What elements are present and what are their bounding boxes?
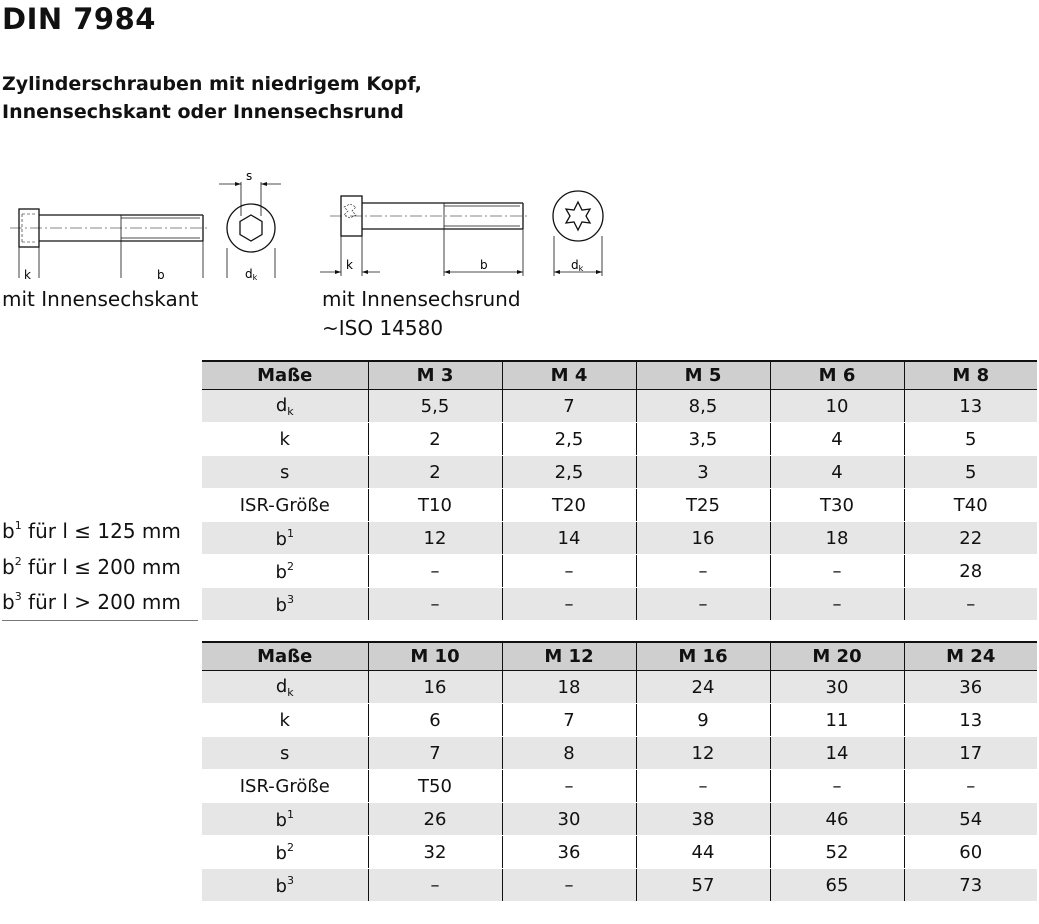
table-row <box>202 489 1037 522</box>
table-cell: 30 <box>770 671 904 704</box>
table-cell: 14 <box>502 522 636 555</box>
torx-screw-side-drawing <box>318 190 533 280</box>
row-label: $b^3$ <box>202 588 368 621</box>
table-cell: 2,5 <box>502 456 636 489</box>
table-cell: – <box>636 588 770 621</box>
column-header-label: Maße <box>202 642 368 671</box>
table-cell: 4 <box>770 423 904 456</box>
table-cell: T25 <box>636 489 770 522</box>
table-cell: 7 <box>502 704 636 737</box>
table-cell: 36 <box>904 671 1037 704</box>
table-cell: 5 <box>904 423 1037 456</box>
legend-item: $b^3$ für l > 200 mm <box>2 590 181 614</box>
caption-torx-line-2: ~ISO 14580 <box>322 316 444 340</box>
table-cell: 12 <box>368 522 502 555</box>
table-cell: – <box>502 770 636 803</box>
table-cell: 11 <box>770 704 904 737</box>
column-header-size: M 5 <box>636 361 770 390</box>
row-label: k <box>202 423 368 456</box>
table-row <box>202 704 1037 737</box>
column-header-size: M 6 <box>770 361 904 390</box>
label-b: b <box>157 268 165 280</box>
table-cell: 22 <box>904 522 1037 555</box>
table-cell: 44 <box>636 836 770 869</box>
row-label: k <box>202 704 368 737</box>
table-header-row <box>202 361 1037 390</box>
table-cell: – <box>502 555 636 588</box>
column-header-size: M 8 <box>904 361 1037 390</box>
table-row <box>202 869 1037 902</box>
table-cell: 52 <box>770 836 904 869</box>
table-cell: 8 <box>502 737 636 770</box>
label-b-torx: b <box>480 258 488 272</box>
column-header-size: M 4 <box>502 361 636 390</box>
subtitle-line-2: Innensechskant oder Innensechsrund <box>2 101 404 123</box>
table-cell: – <box>502 588 636 621</box>
table-cell: T30 <box>770 489 904 522</box>
table-cell: 28 <box>904 555 1037 588</box>
table-row <box>202 737 1037 770</box>
table-cell: 46 <box>770 803 904 836</box>
row-label: $b^2$ <box>202 836 368 869</box>
table-cell: – <box>770 555 904 588</box>
table-cell: 13 <box>904 390 1037 423</box>
table-cell: 13 <box>904 704 1037 737</box>
footnote-legend <box>2 511 198 621</box>
column-header-size: M 16 <box>636 642 770 671</box>
table-cell: 54 <box>904 803 1037 836</box>
legend-item: $b^2$ für l ≤ 200 mm <box>2 554 181 579</box>
table-row <box>202 836 1037 869</box>
table-cell: 5 <box>904 456 1037 489</box>
legend-item: $b^1$ für l ≤ 125 mm <box>2 519 181 543</box>
column-header-size: M 12 <box>502 642 636 671</box>
table-row <box>202 555 1037 588</box>
table-cell: 5,5 <box>368 390 502 423</box>
label-k: k <box>24 268 31 280</box>
column-header-label: Maße <box>202 361 368 390</box>
table-cell: 2 <box>368 456 502 489</box>
row-label: $d_k$ <box>202 671 368 704</box>
table-cell: 26 <box>368 803 502 836</box>
column-header-size: M 3 <box>368 361 502 390</box>
page-title: DIN 7984 <box>2 2 156 36</box>
column-header-size: M 24 <box>904 642 1037 671</box>
table-cell: 36 <box>502 836 636 869</box>
table-cell: 16 <box>368 671 502 704</box>
table-cell: 7 <box>502 390 636 423</box>
table-cell: 10 <box>770 390 904 423</box>
table-cell: 9 <box>636 704 770 737</box>
row-label: $b^2$ <box>202 555 368 588</box>
row-label: $b^1$ <box>202 803 368 836</box>
table-cell: 2 <box>368 423 502 456</box>
table-row <box>202 423 1037 456</box>
label-s: s <box>246 170 253 183</box>
table-cell: 60 <box>904 836 1037 869</box>
row-label: s <box>202 456 368 489</box>
table-cell: – <box>904 588 1037 621</box>
table-cell: 18 <box>502 671 636 704</box>
table-row <box>202 770 1037 803</box>
caption-hex: mit Innensechskant <box>2 287 199 311</box>
table-row <box>202 671 1037 704</box>
label-k-torx: k <box>346 258 353 272</box>
table-cell: T10 <box>368 489 502 522</box>
table-cell: 18 <box>770 522 904 555</box>
table-cell: – <box>636 770 770 803</box>
table-cell: 24 <box>636 671 770 704</box>
table-header-row <box>202 642 1037 671</box>
table-cell: – <box>502 869 636 902</box>
row-label: ISR-Größe <box>202 770 368 803</box>
table-cell: 3,5 <box>636 423 770 456</box>
table-cell: 38 <box>636 803 770 836</box>
label-dk-torx: dk <box>571 258 584 273</box>
table-cell: 17 <box>904 737 1037 770</box>
table-cell: T50 <box>368 770 502 803</box>
row-label: ISR-Größe <box>202 489 368 522</box>
table-row <box>202 390 1037 423</box>
hex-screw-end-drawing <box>215 170 285 280</box>
row-label: $b^1$ <box>202 522 368 555</box>
table-cell: – <box>368 555 502 588</box>
hex-screw-side-drawing <box>0 190 210 280</box>
table-row <box>202 456 1037 489</box>
row-label: $d_k$ <box>202 390 368 423</box>
table-cell: 3 <box>636 456 770 489</box>
table-cell: 30 <box>502 803 636 836</box>
row-label: $b^3$ <box>202 869 368 902</box>
table-cell: 8,5 <box>636 390 770 423</box>
table-cell: 7 <box>368 737 502 770</box>
caption-torx <box>322 285 521 343</box>
table-cell: 12 <box>636 737 770 770</box>
subtitle-line-1: Zylinderschrauben mit niedrigem Kopf, <box>2 73 422 95</box>
caption-torx-line-1: mit Innensechsrund <box>322 287 521 311</box>
table-cell: 57 <box>636 869 770 902</box>
row-label: s <box>202 737 368 770</box>
table-cell: – <box>368 588 502 621</box>
table-cell: 6 <box>368 704 502 737</box>
dimension-table-m10-m24 <box>202 641 1037 902</box>
label-dk: dk <box>245 267 258 280</box>
table-cell: 32 <box>368 836 502 869</box>
column-header-size: M 20 <box>770 642 904 671</box>
table-cell: – <box>770 588 904 621</box>
torx-screw-end-drawing <box>545 180 610 280</box>
table-cell: 65 <box>770 869 904 902</box>
table-cell: 14 <box>770 737 904 770</box>
table-row <box>202 588 1037 621</box>
table-cell: – <box>904 770 1037 803</box>
column-header-size: M 10 <box>368 642 502 671</box>
table-cell: – <box>770 770 904 803</box>
page-subtitle <box>2 70 422 126</box>
table-cell: 4 <box>770 456 904 489</box>
table-cell: – <box>368 869 502 902</box>
table-cell: 73 <box>904 869 1037 902</box>
table-cell: T20 <box>502 489 636 522</box>
table-cell: – <box>636 555 770 588</box>
table-cell: 16 <box>636 522 770 555</box>
table-row <box>202 522 1037 555</box>
table-row <box>202 803 1037 836</box>
dimension-table-m3-m8 <box>202 360 1037 621</box>
table-cell: 2,5 <box>502 423 636 456</box>
table-cell: T40 <box>904 489 1037 522</box>
